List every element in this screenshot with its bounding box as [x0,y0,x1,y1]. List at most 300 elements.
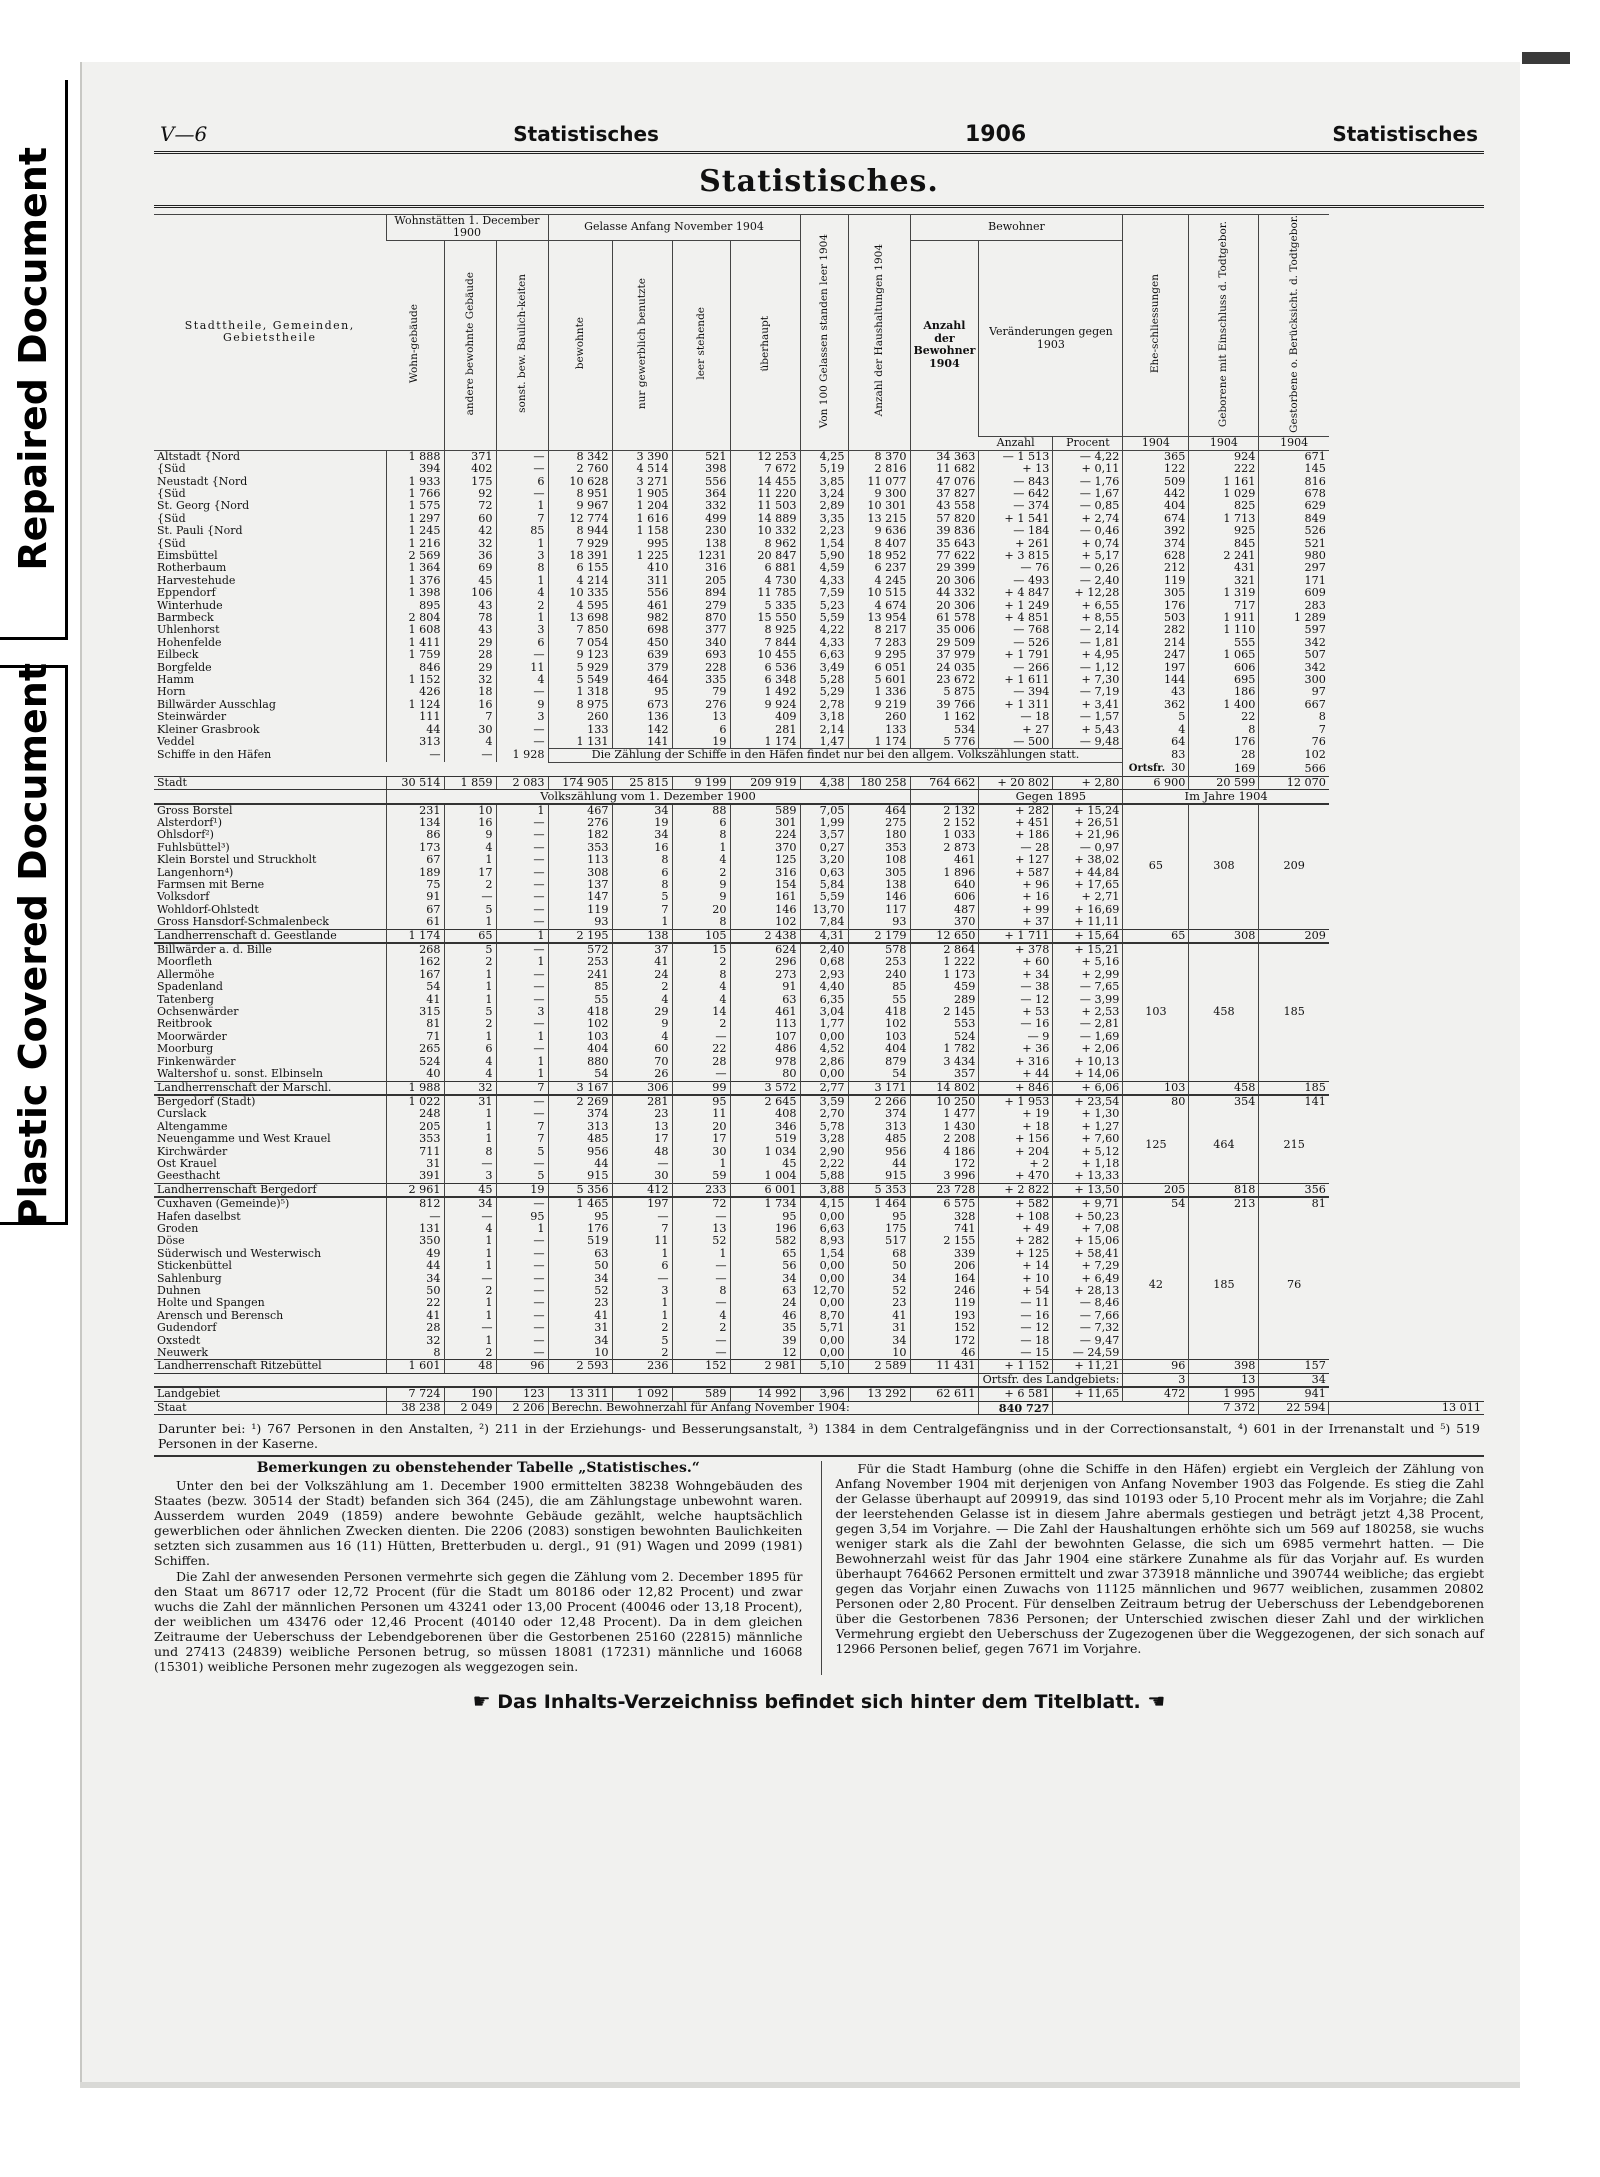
cell-a: 44 [386,724,444,736]
cell-i: 133 [848,724,910,736]
cell-k: + 14 [979,1260,1053,1272]
cell-b: 371 [444,450,496,463]
cell-d: 1 318 [548,686,612,698]
cell-a: 248 [386,1108,444,1120]
cell-n: 1 161 [1189,476,1259,488]
cell-c: 95 [496,1211,548,1223]
cell-g: 273 [730,969,800,981]
table-row [154,600,1484,612]
cell-j: 1 173 [910,969,979,981]
cell-m: 305 [1123,587,1189,599]
cell-g: 281 [730,724,800,736]
cell-o: 941 [1259,1387,1329,1401]
cell-h: 5,84 [800,879,848,891]
cell-n: 431 [1189,562,1259,574]
row-name: Curslack [157,1107,207,1121]
cell-k: — 493 [979,575,1053,587]
cell-l: — 1,81 [1053,637,1123,649]
cell-d: 9 123 [548,649,612,661]
cell-d: 2 195 [548,929,612,943]
cell-d: 253 [548,956,612,968]
header-wohnstaetten: Wohnstätten 1. December 1900 [386,215,548,241]
cell-i: 180 258 [848,776,910,789]
cell-h: 2,14 [800,724,848,736]
cell-c: 9 [496,699,548,711]
row-name: Holte und Spangen [157,1296,265,1310]
spacer [154,1373,979,1387]
cell-e: 19 [612,817,672,829]
cell-e: 464 [612,674,672,686]
cell-k: — 11 [979,1297,1053,1309]
cell-k: — 28 [979,842,1053,854]
cell-n: 845 [1189,538,1259,550]
cell-c: 7 [496,1081,548,1095]
cell-d: 572 [548,943,612,956]
table-row [154,463,1484,475]
cell-l: + 17,65 [1053,879,1123,891]
statistics-table [154,214,1484,1415]
cell-h: 1,99 [800,817,848,829]
cell-i: 8 217 [848,624,910,636]
cell-i: 10 301 [848,500,910,512]
cell-a: 1 608 [386,624,444,636]
cell-i: 10 515 [848,587,910,599]
cell-h: 0,00 [800,1031,848,1043]
cell-k: + 156 [979,1133,1053,1145]
cell-g: 5 335 [730,600,800,612]
cell-o: 849 [1259,513,1329,525]
cell-n: 1 319 [1189,587,1259,599]
cell-e: — [612,1211,672,1223]
cell-l: + 11,11 [1053,916,1123,929]
cell-g: 34 [730,1273,800,1285]
cell-a: 231 [386,804,444,817]
row-name: Landherrenschaft Ritzebüttel [154,1360,386,1373]
cell-f: 205 [672,575,730,587]
cell-b: 1 [444,1133,496,1145]
cell-j: 3 996 [910,1170,979,1183]
cell-j: 43 558 [910,500,979,512]
cell-d: 113 [548,854,612,866]
cell-g: 10 332 [730,525,800,537]
cell-k: + 53 [979,1006,1053,1018]
cell-f: 88 [672,804,730,817]
cell-f: 870 [672,612,730,624]
row-name: St. Pauli {Nord [157,524,243,538]
header-stadtteile: Stadttheile, Gemeinden, Gebietstheile [154,215,386,451]
cell-a: 265 [386,1043,444,1055]
cell-i: 34 [848,1335,910,1347]
cell-m: 122 [1123,463,1189,475]
cell-g: 24 [730,1297,800,1309]
cell-f: 8 [672,1285,730,1297]
cell-l: + 26,51 [1053,817,1123,829]
block-m: 42 [1123,1211,1189,1360]
cell-g: 125 [730,854,800,866]
cell-a: 41 [386,1310,444,1322]
cell-b: 175 [444,476,496,488]
cell-o: 13 011 [1329,1401,1484,1414]
cell-h: 3,57 [800,829,848,841]
cell-f: 398 [672,463,730,475]
row-name: Moorfleth [157,955,213,969]
cell-b: 1 [444,854,496,866]
cell-a: — [386,749,444,762]
cell-j: 246 [910,1285,979,1297]
cell-f: 332 [672,500,730,512]
cell-f: 1231 [672,550,730,562]
page-number: V—6 [160,122,208,146]
row-name: Klein Borstel und Struckholt [157,853,317,867]
cell-c: 2 206 [496,1401,548,1414]
table-row [154,612,1484,624]
cell-i: 6 051 [848,662,910,674]
cell-c: — [496,943,548,956]
cell-a: 1 933 [386,476,444,488]
cell-e: 138 [612,929,672,943]
cell-h: 5,23 [800,600,848,612]
cell-o: 185 [1259,1081,1329,1095]
cell-i: 1 174 [848,736,910,749]
cell-k: + 204 [979,1146,1053,1158]
cell-c: — [496,879,548,891]
cell-e: 1 225 [612,550,672,562]
cell-g: 11 785 [730,587,800,599]
block-n: 308 [1189,804,1259,930]
cell-b: — [444,1158,496,1170]
header-von100: Von 100 Gelassen standen leer 1904 [800,215,848,451]
cell-e: 3 271 [612,476,672,488]
cell-h: 0,68 [800,956,848,968]
cell-h: 5,78 [800,1121,848,1133]
cell-j: 2 864 [910,943,979,956]
table-row [154,624,1484,636]
row-name: Neustadt {Nord [157,474,248,488]
cell-k: + 99 [979,904,1053,916]
cell-b: 1 [444,1031,496,1043]
cell-h: 2,78 [800,699,848,711]
cell-b: 4 [444,1056,496,1068]
cell-j: 11 682 [910,463,979,475]
cell-l: + 5,16 [1053,956,1123,968]
cell-g: 20 847 [730,550,800,562]
cell-a: 426 [386,686,444,698]
cell-a: 67 [386,854,444,866]
cell-d: 7 054 [548,637,612,649]
cell-k: + 1 541 [979,513,1053,525]
cell-e: 41 [612,956,672,968]
cell-d: 85 [548,981,612,993]
cell-a: 1 297 [386,513,444,525]
cell-f: 364 [672,488,730,500]
cell-b: 18 [444,686,496,698]
cell-k: + 10 [979,1273,1053,1285]
cell-a: 173 [386,842,444,854]
table-row [154,525,1484,537]
cell-k: + 1 311 [979,699,1053,711]
cell-e: 1 092 [612,1387,672,1401]
cell-e: 639 [612,649,672,661]
cell-f: 377 [672,624,730,636]
cell-b: 190 [444,1387,496,1401]
cell-h: 6,35 [800,994,848,1006]
cell-k: + 1 611 [979,674,1053,686]
cell-l: + 11,65 [1053,1387,1123,1401]
cell-k: + 3 815 [979,550,1053,562]
cell-c: 1 [496,538,548,550]
cell-g: 14 889 [730,513,800,525]
cell-e: 141 [612,736,672,749]
pointing-hand-right-icon: ☚ [1147,1689,1166,1714]
cell-g: 35 [730,1322,800,1334]
cell-d: 23 [548,1297,612,1309]
cell-a: 54 [386,981,444,993]
top-margin [0,0,1600,58]
cell-e: 8 [612,879,672,891]
band-gegen-1895: Gegen 1895 [979,790,1123,804]
row-name: {Süd [157,486,186,500]
cell-e: 25 815 [612,776,672,789]
cell-a: 44 [386,1260,444,1272]
cell-b: — [444,1322,496,1334]
cell-c: — [496,1260,548,1272]
cell-i: 52 [848,1285,910,1297]
cell-i: 1 464 [848,1197,910,1210]
cell-l: + 28,13 [1053,1285,1123,1297]
cell-g: 2 438 [730,929,800,943]
cell-k: + 378 [979,943,1053,956]
cell-i: 1 336 [848,686,910,698]
cell-c: — [496,842,548,854]
cell-a: 2 804 [386,612,444,624]
cell-g: 56 [730,1260,800,1272]
cell-f: 105 [672,929,730,943]
cell-j: 23 672 [910,674,979,686]
cell-e: 379 [612,662,672,674]
row-name: Waltershof u. sonst. Elbinseln [157,1067,323,1081]
cell-g: 346 [730,1121,800,1133]
cell-n: 1 110 [1189,624,1259,636]
cell-g: 1 004 [730,1170,800,1183]
cell-b: 43 [444,624,496,636]
row-name: Landgebiet [154,1387,386,1401]
cell-a: 1 152 [386,674,444,686]
cell-e: 2 [612,1322,672,1334]
cell-l: + 0,74 [1053,538,1123,550]
cell-i: 253 [848,956,910,968]
cell-g: 15 550 [730,612,800,624]
row-name: Uhlenhorst [157,623,220,637]
header-year-gest: 1904 [1259,437,1329,450]
cell-d: 2 593 [548,1360,612,1373]
cell-f: 9 [672,879,730,891]
cell-c: — [496,1248,548,1260]
cell-f: 17 [672,1133,730,1145]
cell-m: 472 [1123,1387,1189,1401]
header-geborene: Geborene mit Einschluss d. Todtgebor. [1189,215,1259,437]
cell-d: 137 [548,879,612,891]
cell-a: 81 [386,1018,444,1030]
cell-o: 507 [1259,649,1329,661]
cell-b: 106 [444,587,496,599]
cell-j: 23 728 [910,1183,979,1197]
cell-c: 1 [496,1223,548,1235]
cell-c: — [496,1043,548,1055]
cell-m: 7 372 [1189,1401,1259,1414]
cell-m: 80 [1123,1095,1189,1108]
cell-l: + 7,60 [1053,1133,1123,1145]
cell-a: 205 [386,1121,444,1133]
row-name: Reitbrook [157,1017,212,1031]
row-name: Sahlenburg [157,1271,222,1285]
cell-j: 46 [910,1347,979,1360]
cell-g: 486 [730,1043,800,1055]
cell-b: 8 [444,1146,496,1158]
cell-i: 2 589 [848,1360,910,1373]
cell-g: 91 [730,981,800,993]
cell-o: 597 [1259,624,1329,636]
cell-b: 29 [444,637,496,649]
cell-c: 85 [496,525,548,537]
cell-b: 1 [444,1297,496,1309]
cell-b: — [444,749,496,762]
cell-m: 247 [1123,649,1189,661]
cell-j: 164 [910,1273,979,1285]
cell-i: 275 [848,817,910,829]
cell-b: 1 859 [444,776,496,789]
cell-j: 61 578 [910,612,979,624]
cell-d: 2 269 [548,1095,612,1108]
cell-c: 7 [496,1121,548,1133]
cell-o: 97 [1259,686,1329,698]
cell-d: 5 356 [548,1183,612,1197]
cell-i: 517 [848,1235,910,1247]
cell-f: 14 [672,1006,730,1018]
cell-h: 4,52 [800,1043,848,1055]
header-eheschliessungen: Ehe-schliessungen [1123,215,1189,437]
cell-n: 222 [1189,463,1259,475]
cell-c: 8 [496,562,548,574]
cell-m: 4 [1123,724,1189,736]
block-o: 185 [1259,943,1329,1081]
cell-l: + 1,27 [1053,1121,1123,1133]
cell-g: 296 [730,956,800,968]
cell-e: 8 [612,854,672,866]
cell-h: 4,38 [800,776,848,789]
cell-c: 2 [496,600,548,612]
remarks-left-paragraph-1: Unter den bei der Volkszählung am 1. December 1900 ermittelten 38238 Wohngebäuden des Staates (bezw. 30514 der Stadt) befanden sich 364 (245), die am Zählungstage unbewohnt waren. Ausserdem wurden 2049 (1859) andere bewohnte Gebäude gezählt, welche hauptsächlich gewerblichen oder ähnlichen Zwecken dienten. Die 2206 (2083) sonstigen bewohnten Baulichkeiten setzten sich zusammen aus 16 (11) Hütten, Bretterbuden u. dergl., 91 (91) Wagen und 2099 (1981) Schiffen. [154,1478,803,1569]
cell-l: + 10,13 [1053,1056,1123,1068]
plastic-covered-document-label [0,665,68,1225]
cell-n: 1 995 [1189,1387,1259,1401]
cell-h: 4,31 [800,929,848,943]
cell-c: — [496,1310,548,1322]
ortsfr-m: 30 [1171,761,1186,775]
cell-h: 3,04 [800,1006,848,1018]
cell-f: 233 [672,1183,730,1197]
cell-i: 6 237 [848,562,910,574]
cell-m: 54 [1123,1197,1189,1210]
cell-m: 103 [1123,1081,1189,1095]
cell-o: 356 [1259,1183,1329,1197]
cell-a: 67 [386,904,444,916]
cell-f: 279 [672,600,730,612]
cell-j: 2 145 [910,1006,979,1018]
cell-n: 176 [1189,736,1259,749]
cell-f: 13 [672,711,730,723]
cell-k: + 44 [979,1068,1053,1081]
header-sonst-baulichkeiten: sonst. bew. Baulich-keiten [496,240,548,450]
table-row [154,476,1484,488]
cell-m: 503 [1123,612,1189,624]
cell-f: 2 [672,1322,730,1334]
cell-b: 1 [444,1121,496,1133]
cell-a: 49 [386,1248,444,1260]
row-name: Hafen daselbst [157,1209,241,1223]
cell-j: 5 776 [910,736,979,749]
cell-g: 146 [730,904,800,916]
cell-g: 7 844 [730,637,800,649]
cell-d: 467 [548,804,612,817]
cell-g: 6 881 [730,562,800,574]
cell-d: 880 [548,1056,612,1068]
cell-m: 282 [1123,624,1189,636]
cell-e: 2 [612,1347,672,1360]
cell-f: 9 [672,891,730,903]
cell-i: 103 [848,1031,910,1043]
cell-g: 2 981 [730,1360,800,1373]
cell-k: + 16 [979,891,1053,903]
cell-g: 11 220 [730,488,800,500]
cell-h: 0,00 [800,1273,848,1285]
cell-i: 108 [848,854,910,866]
header-bewohner: Bewohner [910,215,1123,241]
cell-j: 1 430 [910,1121,979,1133]
cell-c: 11 [496,662,548,674]
cell-a: 350 [386,1235,444,1247]
running-header [154,122,1484,154]
cell-n: 555 [1189,637,1259,649]
table-row [154,674,1484,686]
cell-a: — [386,1211,444,1223]
cell-d: 418 [548,1006,612,1018]
remarks-right-paragraph-1: Für die Stadt Hamburg (ohne die Schiffe in den Häfen) ergiebt ein Vergleich der Zählung von Anfang November 1904 mit derjenigen von Anfang November 1903 das Folgende. Es stieg die Zahl der Gelasse überhaupt auf 209919, das sind 10193 oder 5,10 Procent mehr als im Vorjahre; die Zahl der leerstehenden Gelasse ist in diesem Jahre abermals gestiegen und beträgt jetzt 4,38 Procent, gegen 3,54 im Vorjahre. — Die Zahl der Haushaltungen erhöhte sich um 569 auf 180258, sie wuchs weniger stark als die Zahl der bewohnten Gelasse, die sich um 6985 vermehrt hatten. — Die Bewohnerzahl weist für das Jahr 1904 eine stärkere Zunahme als für das Vorjahr auf. Es wurden überhaupt 764662 Personen ermittelt und zwar 373918 männliche und 390744 weibliche; das ergiebt gegen das Vorjahr einen Zuwachs von 11125 männlichen und 9677 weiblichen, zusammen 20802 Personen oder 2,80 Procent. Für denselben Zeitraum betrug der Ueberschuss der Lebendgeborenen über die Gestorbenen 7836 Personen; der Unterschied zwischen dieser Zahl und der wirklichen Vermehrung ergiebt den Ueberschuss der Zugezogenen über die Weggezogenen, der sich sonach auf 12966 Personen belief, gegen 7671 im Vorjahre. [835,1461,1484,1657]
cell-i: 175 [848,1223,910,1235]
cell-o: 671 [1259,450,1329,463]
cell-j: 2 132 [910,804,979,817]
cell-a: 8 [386,1347,444,1360]
cell-a: 2 569 [386,550,444,562]
cell-b: 60 [444,513,496,525]
cell-b: 36 [444,550,496,562]
cell-c: — [496,1297,548,1309]
cell-d: 260 [548,711,612,723]
row-name: Landherrenschaft d. Geestlande [154,929,386,943]
cell-k: — 768 [979,624,1053,636]
cell-g: 409 [730,711,800,723]
cell-a: 394 [386,463,444,475]
cell-a: 111 [386,711,444,723]
cell-b: 1 [444,994,496,1006]
cell-b: 6 [444,1043,496,1055]
cell-a: 1 601 [386,1360,444,1373]
row-name: Horn [157,685,186,699]
cell-k: — 394 [979,686,1053,698]
cell-l: — 0,97 [1053,842,1123,854]
cell-m: 119 [1123,575,1189,587]
cell-d: 7 850 [548,624,612,636]
cell-o: 678 [1259,488,1329,500]
